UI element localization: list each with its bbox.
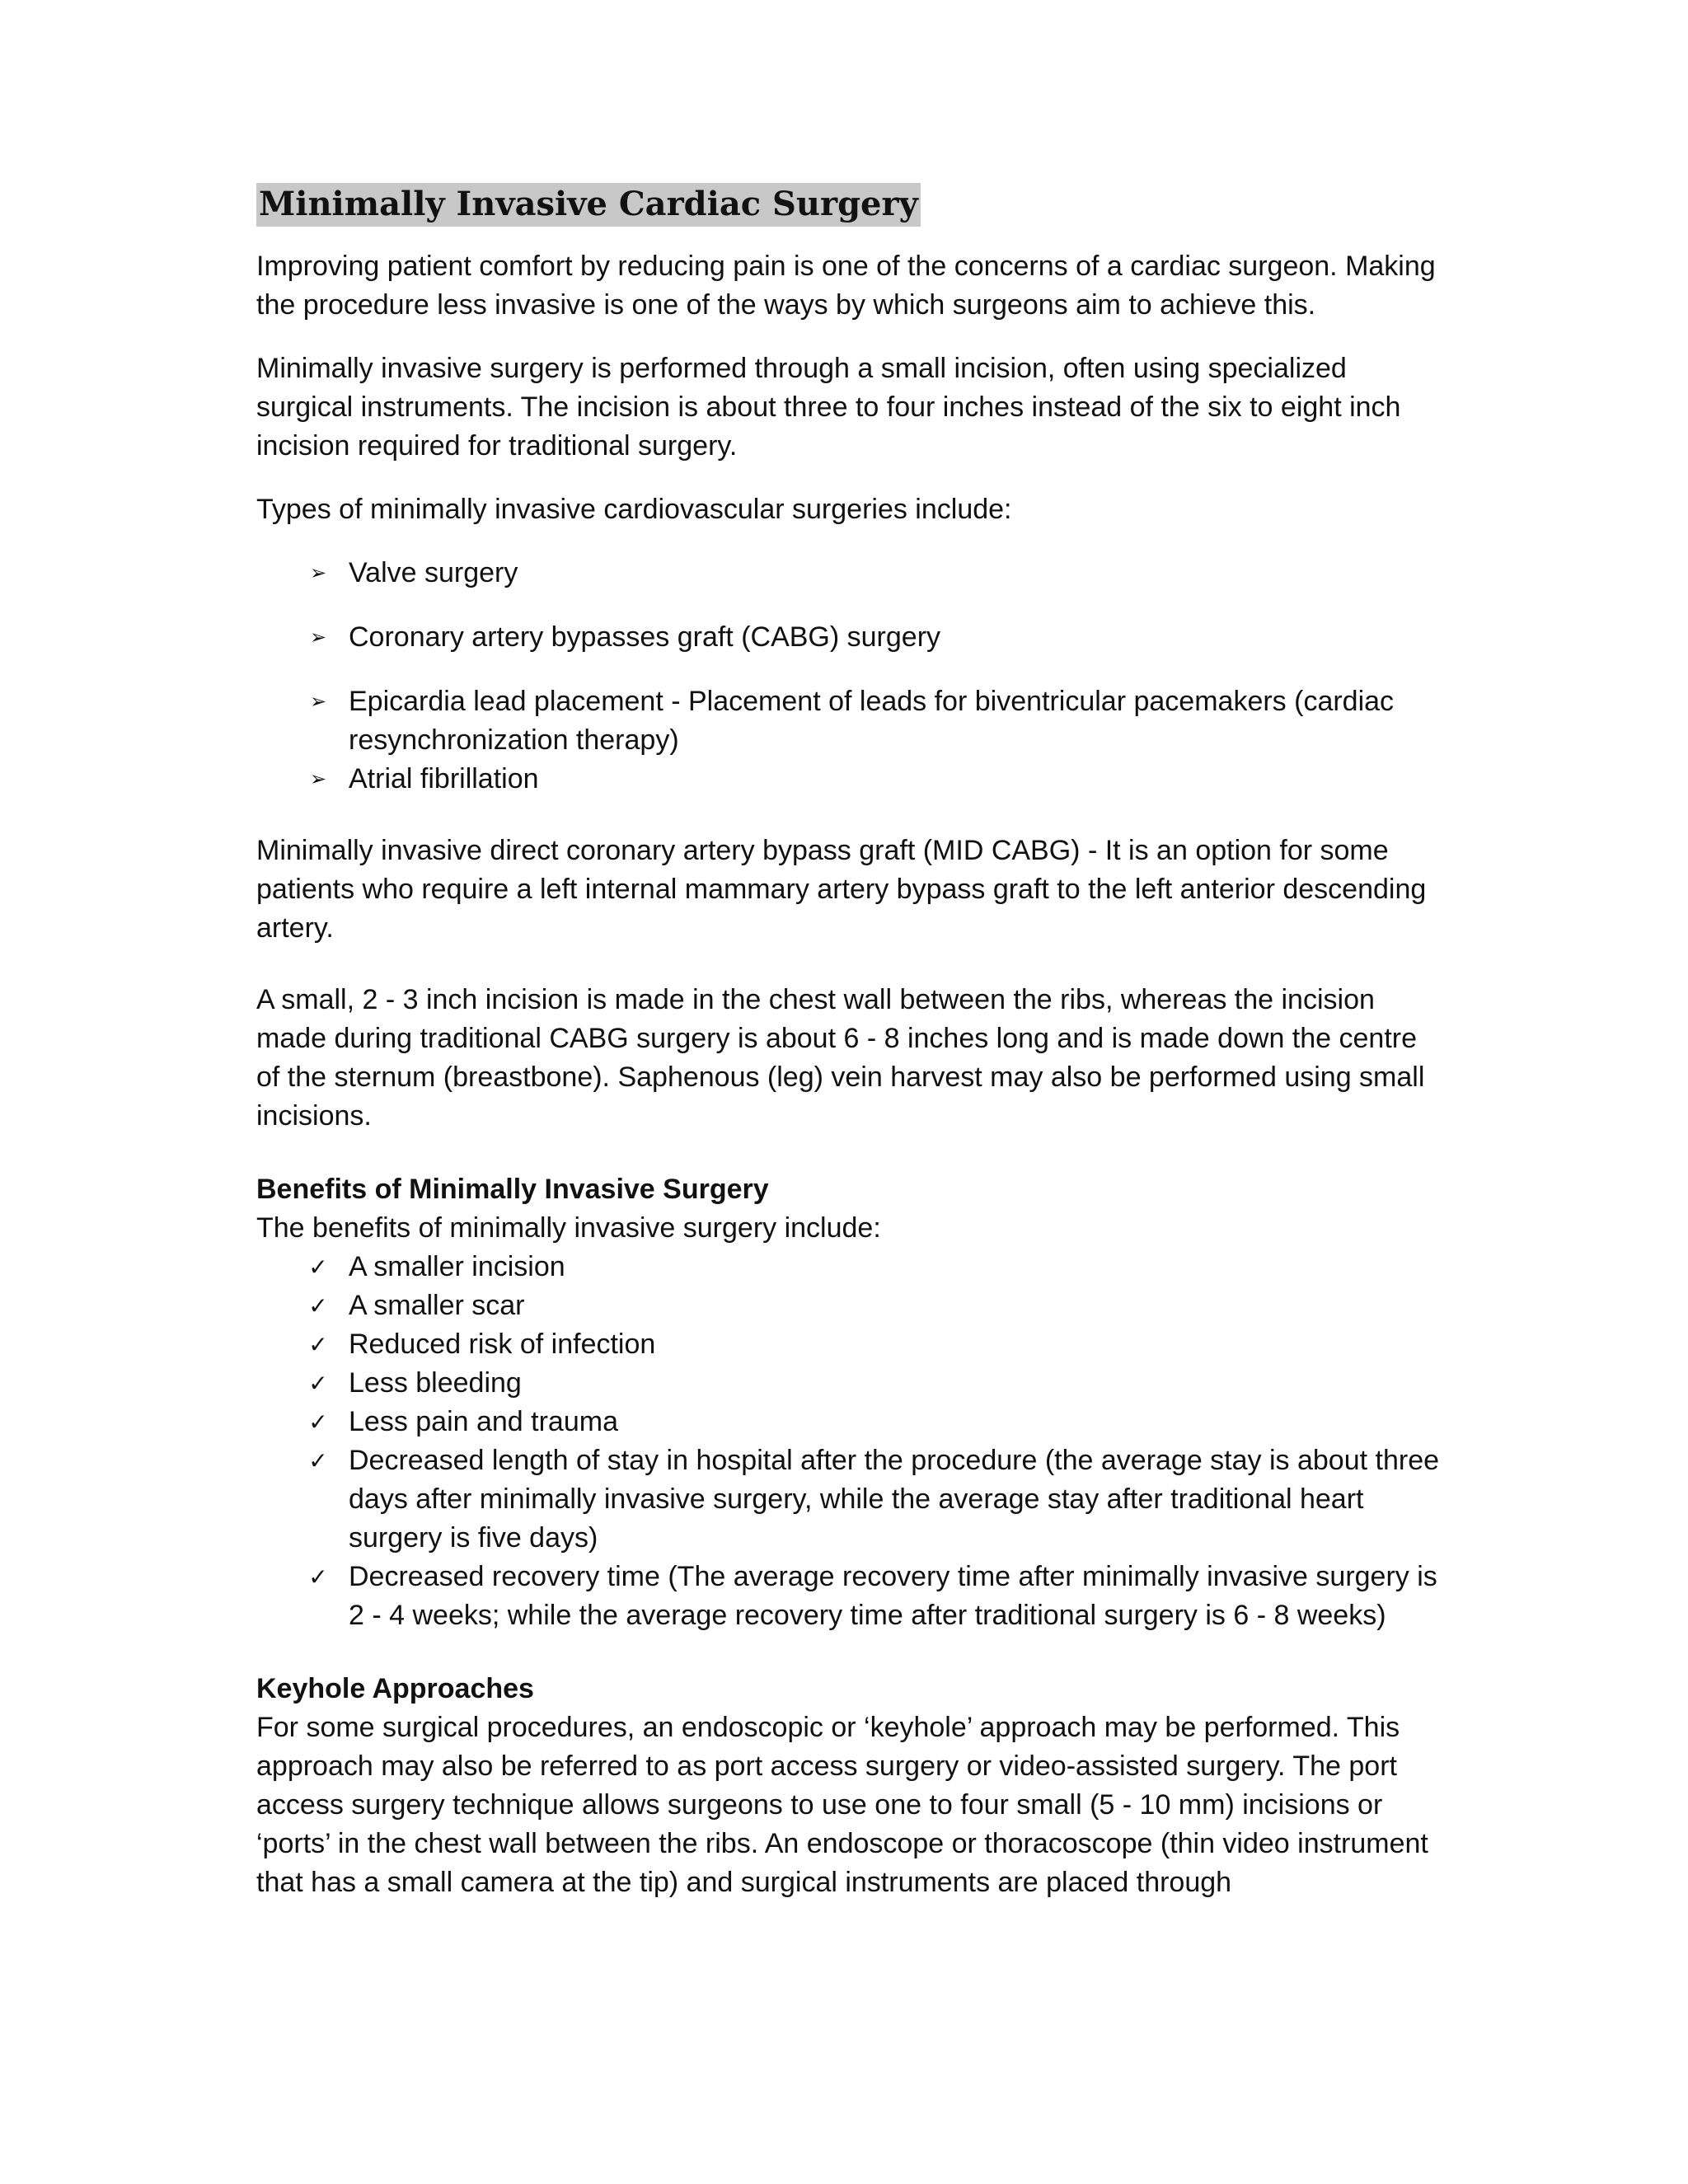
list-item xyxy=(256,1286,1443,1325)
intro-paragraph: Minimally invasive surgery is performed through a small incision, often using specialized surgical instruments. The incision is about three to four inches instead of the six to eight inch incision required for traditional surgery. xyxy=(256,353,1401,462)
incision-paragraph: A small, 2 - 3 inch incision is made in the chest wall between the ribs, whereas the incision made during traditional CABG surgery is about 6 - 8 inches long and is made down the centre of the sternum (breastbone). Saphenous (leg) vein harvest may also be performed using small incisions. xyxy=(256,984,1425,1132)
document-page xyxy=(256,181,1443,1902)
surgery-types-list xyxy=(256,554,1443,799)
checkmark-icon: ✓ xyxy=(308,1563,328,1591)
list-item-text: Less bleeding xyxy=(349,1367,522,1399)
benefits-list xyxy=(256,1248,1443,1635)
benefits-heading: Benefits of Minimally Invasive Surgery xyxy=(256,1174,769,1205)
list-item xyxy=(256,554,1443,593)
arrow-bullet-icon: ➢ xyxy=(309,626,327,649)
midcabg-paragraph: Minimally invasive direct coronary artery bypass graft (MID CABG) - It is an option for some patients who require a left internal mammary artery bypass graft to the left anterior descending artery. xyxy=(256,835,1427,944)
benefits-lead: The benefits of minimally invasive surgery include: xyxy=(256,1212,881,1244)
arrow-bullet-icon: ➢ xyxy=(309,767,327,790)
list-item xyxy=(256,682,1443,760)
list-item-text: Atrial fibrillation xyxy=(349,763,539,794)
arrow-bullet-icon: ➢ xyxy=(309,561,327,584)
list-item xyxy=(256,1325,1443,1364)
intro-paragraph: Improving patient comfort by reducing pain is one of the concerns of a cardiac surgeon. Making the procedure less invasive is one of the ways by which surgeons aim to achieve this. xyxy=(256,251,1436,321)
list-item-text: Epicardia lead placement - Placement of leads for biventricular pacemakers (cardiac resynchronization therapy) xyxy=(349,686,1395,756)
list-item xyxy=(256,1558,1443,1635)
list-item xyxy=(256,760,1443,799)
list-item-text: Coronary artery bypasses graft (CABG) surgery xyxy=(349,621,941,653)
list-item-text: A smaller scar xyxy=(349,1290,525,1321)
list-item xyxy=(256,1364,1443,1403)
types-intro-paragraph: Types of minimally invasive cardiovascular surgeries include: xyxy=(256,494,1012,525)
list-item-text: Reduced risk of infection xyxy=(349,1329,656,1360)
page-title xyxy=(256,181,1443,227)
arrow-bullet-icon: ➢ xyxy=(309,690,327,713)
list-item xyxy=(256,618,1443,657)
list-item-text: A smaller incision xyxy=(349,1251,565,1282)
list-item-text: Less pain and trauma xyxy=(349,1406,618,1437)
list-item xyxy=(256,1248,1443,1286)
list-item-text: Decreased length of stay in hospital after the procedure (the average stay is about three days after minimally invasive surgery, while the average stay after traditional heart surgery is five days) xyxy=(349,1445,1440,1554)
checkmark-icon: ✓ xyxy=(308,1331,328,1358)
list-item xyxy=(256,1403,1443,1441)
list-item xyxy=(256,1441,1443,1558)
checkmark-icon: ✓ xyxy=(308,1292,328,1319)
checkmark-icon: ✓ xyxy=(308,1370,328,1397)
list-item-text: Valve surgery xyxy=(349,557,518,588)
keyhole-paragraph: For some surgical procedures, an endoscopic or ‘keyhole’ approach may be performed. This approach may also be referred to as port access surgery or video-assisted surgery. The port access surgery technique allows surgeons to use one to four small (5 - 10 mm) incisions or ‘ports’ in the chest wall between the ribs. An endoscope or thoracoscope (thin video instrument that has a small camera at the tip) and surgical instruments are placed through xyxy=(256,1712,1428,1898)
checkmark-icon: ✓ xyxy=(308,1254,328,1281)
keyhole-heading: Keyhole Approaches xyxy=(256,1673,534,1704)
checkmark-icon: ✓ xyxy=(308,1447,328,1474)
page-title-text: Minimally Invasive Cardiac Surgery xyxy=(256,183,921,227)
checkmark-icon: ✓ xyxy=(308,1408,328,1436)
list-item-text: Decreased recovery time (The average recovery time after minimally invasive surgery is 2 - 4 weeks; while the average recovery time after traditional surgery is 6 - 8 weeks) xyxy=(349,1561,1437,1631)
